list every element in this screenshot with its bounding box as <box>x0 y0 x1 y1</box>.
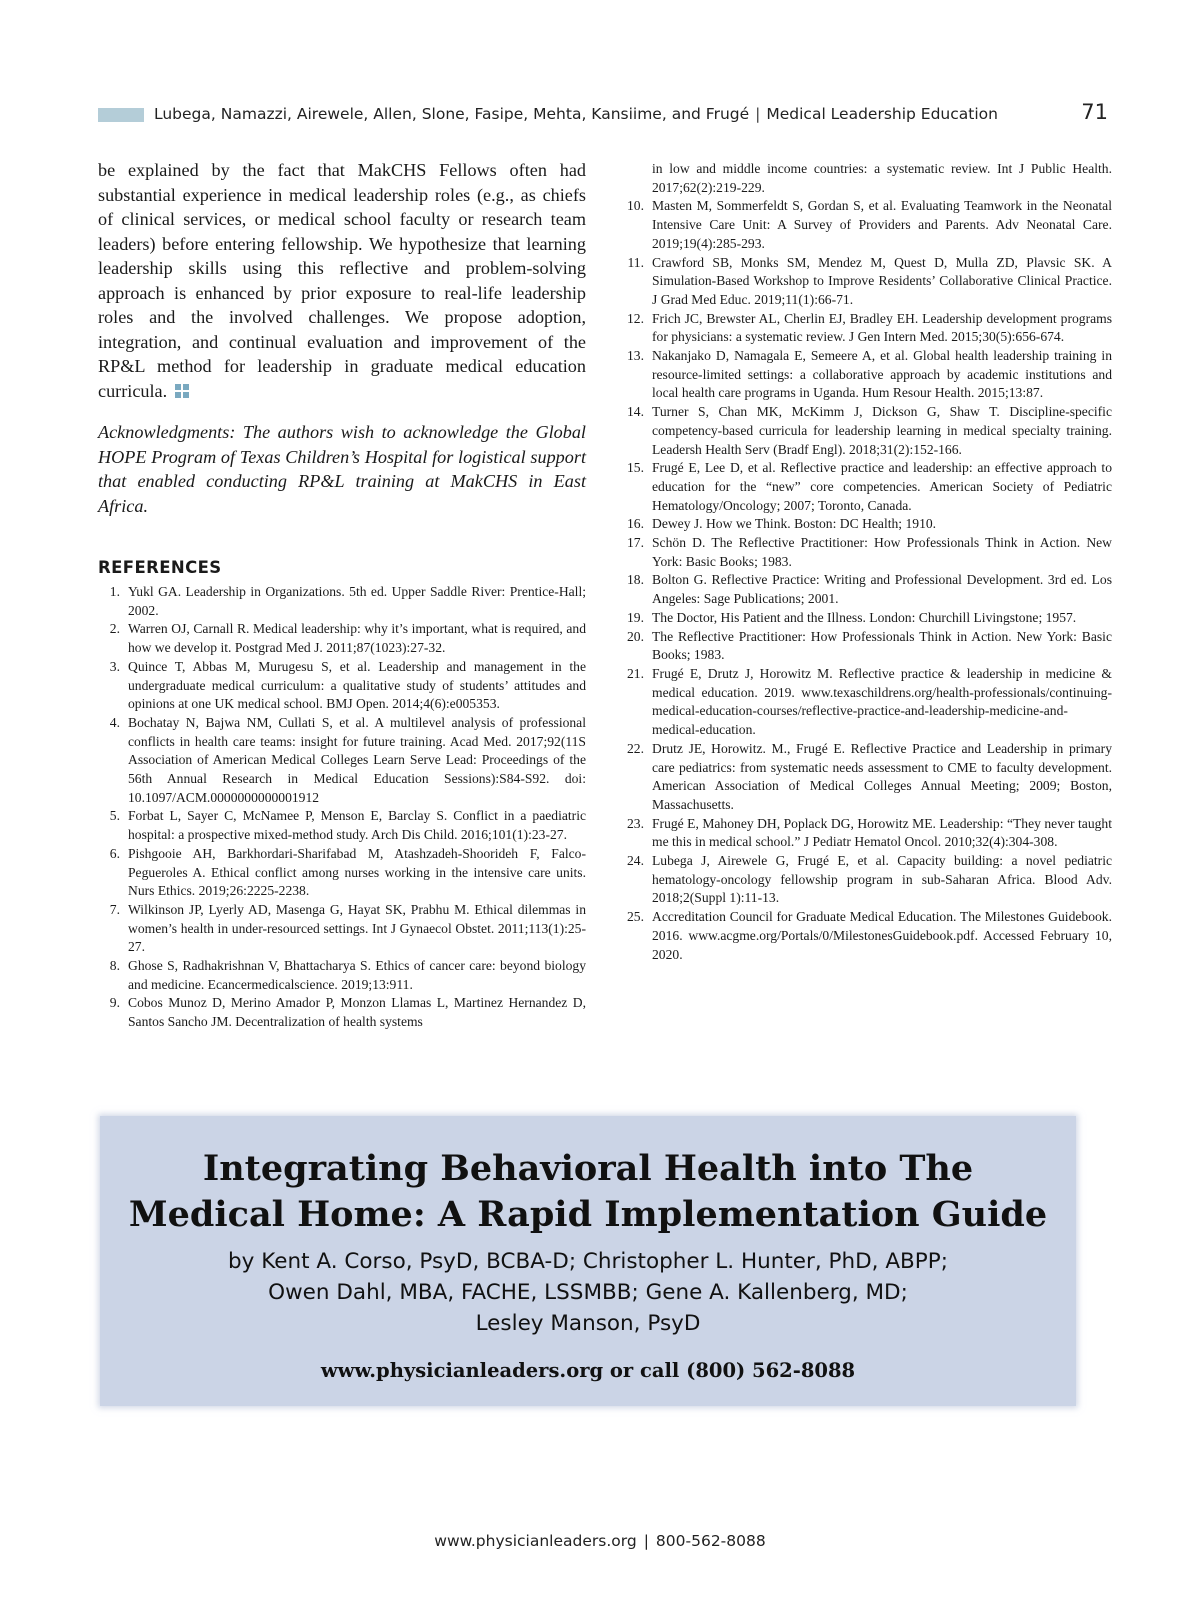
reference-item <box>98 957 586 994</box>
reference-number: 4. <box>109 714 120 730</box>
reference-number: 21. <box>627 665 644 681</box>
reference-text: Bochatay N, Bajwa NM, Cullati S, et al. A multilevel analysis of professional conflicts in health care teams: insight for future training. Acad Med. 2017;92(11S Association of American Medical Colleges Learn Serve Lead: Proceedings of the 56th Annual Research in Medical Education Sessions):S84-S92. doi: 10.1097/ACM.0000000000001912 <box>128 714 586 805</box>
reference-item <box>622 740 1112 815</box>
ad-authors <box>100 1246 1076 1339</box>
reference-number: 19. <box>627 609 644 625</box>
reference-item <box>622 197 1112 253</box>
reference-item <box>98 901 586 957</box>
reference-number: 12. <box>627 310 644 326</box>
reference-number: 18. <box>627 572 644 588</box>
reference-text: Drutz JE, Horowitz. M., Frugé E. Reflective Practice and Leadership in primary care pediatrics: from systematic needs assessment to CME to faculty development. American Association of Medical Colleges Annual Meeting; 2009; Boston, Massachusetts. <box>652 740 1112 812</box>
reference-item <box>622 254 1112 310</box>
reference-text: Bolton G. Reflective Practice: Writing and Professional Development. 3rd ed. Los Angeles: Sage Publications; 2001. <box>652 572 1112 607</box>
reference-number: 9. <box>109 995 120 1011</box>
reference-text: Forbat L, Sayer C, McNamee P, Menson E, Barclay S. Conflict in a paediatric hospital: a prospective mixed-method study. Arch Dis Child. 2016;101(1):23-27. <box>128 808 586 843</box>
body-paragraph <box>98 158 586 403</box>
acknowledgments: Acknowledgments: The authors wish to acknowledge the Global HOPE Program of Texas Children’s Hospital for logistical support that enabled conducting RP&L training at MakCHS in East Africa. <box>98 422 586 516</box>
reference-number: 6. <box>109 845 120 861</box>
reference-number: 20. <box>627 628 644 644</box>
reference-text: Yukl GA. Leadership in Organizations. 5th ed. Upper Saddle River: Prentice-Hall; 2002. <box>128 584 586 618</box>
reference-item <box>98 714 586 808</box>
ad-authors-line-3: Lesley Manson, PsyD <box>475 1311 701 1336</box>
reference-item <box>98 994 586 1031</box>
reference-item <box>622 534 1112 571</box>
reference-text: Pishgooie AH, Barkhordari-Sharifabad M, Atashzadeh-Shoorideh F, Falco-Pegueroles A. Ethical conflict among nurses working in the intensive care units. Nurs Ethics. 2019;26:2225-2238. <box>128 845 586 899</box>
reference-item <box>98 583 586 620</box>
reference-number: 15. <box>627 460 644 476</box>
header-section: Medical Leadership Education <box>766 105 998 123</box>
running-header <box>98 100 1108 130</box>
reference-text: Schön D. The Reflective Practitioner: How Professionals Think in Action. New York: Basic Books; 1983. <box>652 535 1112 569</box>
reference-text: Frugé E, Mahoney DH, Poplack DG, Horowitz ME. Leadership: “They never taught me this in medical school.” J Pediatr Hematol Oncol. 2010;32(4):304-308. <box>652 815 1112 850</box>
ad-authors-line-1: by Kent A. Corso, PsyD, BCBA-D; Christopher L. Hunter, PhD, ABPP; <box>228 1249 948 1274</box>
reference-number: 3. <box>109 658 120 674</box>
reference-number: 17. <box>627 535 644 551</box>
reference-number: 7. <box>109 901 120 917</box>
reference-text: Cobos Munoz D, Merino Amador P, Monzon Llamas L, Martinez Hernandez D, Santos Sancho JM. Decentralization of health systems <box>128 995 586 1030</box>
header-authors: Lubega, Namazzi, Airewele, Allen, Slone, Fasipe, Mehta, Kansiime, and Frugé <box>154 105 750 123</box>
reference-number: 5. <box>109 808 120 824</box>
reference-item <box>622 347 1112 403</box>
book-advertisement[interactable] <box>100 1116 1076 1406</box>
reference-text: Crawford SB, Monks SM, Mendez M, Quest D, Mulla ZD, Plavsic SK. A Simulation-Based Workshop to Improve Residents’ Collaborative Clinical Practice. J Grad Med Educ. 2019;11(1):66-71. <box>652 254 1112 307</box>
page-footer <box>0 1532 1200 1550</box>
page-number: 71 <box>1081 100 1108 124</box>
reference-item <box>622 908 1112 964</box>
references-list-left <box>98 583 586 1032</box>
ad-title: Integrating Behavioral Health into The Medical Home: A Rapid Implementation Guide <box>128 1148 1048 1235</box>
ad-authors-line-2: Owen Dahl, MBA, FACHE, LSSMBB; Gene A. Kallenberg, MD; <box>268 1280 908 1305</box>
reference-number: 16. <box>627 516 644 532</box>
reference-item <box>622 571 1112 608</box>
reference-number: 8. <box>109 958 120 974</box>
reference-text: Frugé E, Lee D, et al. Reflective practice and leadership: an effective approach to education for the “new” core competencies. American Society of Pediatric Hematology/Oncology; 2007; Toronto, Canada. <box>652 460 1112 513</box>
reference-item <box>98 807 586 844</box>
reference-number: 24. <box>627 853 644 869</box>
reference-text: Nakanjako D, Namagala E, Semeere A, et al. Global health leadership training in resource-limited settings: a collaborative approach by academic institutions and local health care programs in Uganda. Hum Resour Health. 2015;13:87. <box>652 348 1112 401</box>
ad-contact-link[interactable]: www.physicianleaders.org or call (800) 562-8088 <box>320 1359 856 1382</box>
reference-text: The Reflective Practitioner: How Professionals Think in Action. New York: Basic Books; 1983. <box>652 628 1112 663</box>
reference-9-continuation: in low and middle income countries: a systematic review. Int J Public Health. 2017;62(2):219-229. <box>652 161 1112 195</box>
reference-number: 22. <box>627 740 644 756</box>
reference-text: Accreditation Council for Graduate Medical Education. The Milestones Guidebook. 2016. www.acgme.org/Portals/0/MilestonesGuidebook.pdf. Accessed February 10, 2020. <box>652 909 1112 962</box>
reference-number: 23. <box>627 815 644 831</box>
reference-item <box>98 620 586 657</box>
reference-item <box>622 815 1112 852</box>
header-separator: | <box>755 105 761 123</box>
reference-item <box>622 665 1112 740</box>
reference-text: The Doctor, His Patient and the Illness. London: Churchill Livingstone; 1957. <box>652 609 1077 625</box>
reference-text: Ghose S, Radhakrishnan V, Bhattacharya S. Ethics of cancer care: beyond biology and medicine. Ecancermedicalscience. 2019;13:911. <box>128 958 586 992</box>
reference-item <box>622 310 1112 347</box>
footer-website-link[interactable]: www.physicianleaders.org <box>434 1532 637 1550</box>
reference-text: Lubega J, Airewele G, Frugé E, et al. Capacity building: a novel pediatric hematology-oncology fellowship program in sub-Saharan Africa. Blood Adv. 2018;2(Suppl 1):11-13. <box>652 853 1112 906</box>
reference-item <box>622 515 1112 534</box>
reference-item <box>622 609 1112 628</box>
reference-item <box>622 852 1112 908</box>
right-column <box>622 160 1112 964</box>
reference-number: 25. <box>627 909 644 925</box>
footer-separator: | <box>643 1532 649 1550</box>
reference-number: 2. <box>109 621 120 637</box>
reference-item <box>622 403 1112 459</box>
references-heading: REFERENCES <box>98 558 222 577</box>
header-running-title <box>154 105 1048 123</box>
left-column <box>98 158 586 1032</box>
reference-text: Masten M, Sommerfeldt S, Gordan S, et al. Evaluating Teamwork in the Neonatal Intensive Care Unit: A Survey of Providers and Parents. Adv Neonatal Care. 2019;19(4):285-293. <box>652 198 1112 251</box>
reference-text: Frich JC, Brewster AL, Cherlin EJ, Bradley EH. Leadership development programs for physicians: a systematic review. J Gen Intern Med. 2015;30(5):656-674. <box>652 310 1112 345</box>
reference-number: 13. <box>627 348 644 364</box>
reference-text: Warren OJ, Carnall R. Medical leadership: why it’s important, what is required, and how we develop it. Postgrad Med J. 2011;87(1023):27-32. <box>128 621 586 656</box>
reference-number: 11. <box>627 254 644 270</box>
header-accent-bar <box>98 108 144 122</box>
reference-item <box>98 658 586 714</box>
reference-number: 10. <box>627 198 644 214</box>
reference-item <box>622 628 1112 665</box>
reference-text: Quince T, Abbas M, Murugesu S, et al. Leadership and management in the undergraduate medical curriculum: a qualitative study of students’ attitudes and opinions at one UK medical school. BMJ Open. 2014;4(6):e005353. <box>128 658 586 712</box>
reference-number: 1. <box>109 584 120 599</box>
references-list-right <box>622 160 1112 964</box>
end-of-article-icon <box>175 384 189 398</box>
reference-text: Wilkinson JP, Lyerly AD, Masenga G, Hayat SK, Prabhu M. Ethical dilemmas in women’s health in under-resourced settings. Int J Gynaecol Obstet. 2011;113(1):25-27. <box>128 901 586 955</box>
footer-phone: 800-562-8088 <box>655 1532 766 1550</box>
reference-item <box>98 845 586 901</box>
reference-item <box>622 459 1112 515</box>
body-paragraph-text: be explained by the fact that MakCHS Fellows often had substantial experience in medical leadership roles (e.g., as chiefs of clinical services, or medical school faculty or research team leaders) before entering fellowship. We hypothesize that learning leadership skills using this reflective and problem-solving approach is enhanced by prior exposure to real-life leadership roles and the involved challenges. We propose adoption, integration, and continual evaluation and improvement of the RP&L method for leadership in graduate medical education curricula. <box>98 160 586 401</box>
reference-text: Frugé E, Drutz J, Horowitz M. Reflective practice & leadership in medicine & medical education. 2019. www.texaschildrens.org/health-professionals/continuing-medical-education-courses/reflective-practice-and-leadership-medicine-and-medical-education. <box>652 665 1112 738</box>
reference-text: Dewey J. How we Think. Boston: DC Health; 1910. <box>652 516 937 532</box>
reference-text: Turner S, Chan MK, McKimm J, Dickson G, Shaw T. Discipline-specific competency-based curricula for leadership learning in medical specialty training. Leadersh Health Serv (Bradf Engl). 2018;31(2):152-166. <box>652 404 1112 457</box>
reference-number: 14. <box>627 404 644 420</box>
